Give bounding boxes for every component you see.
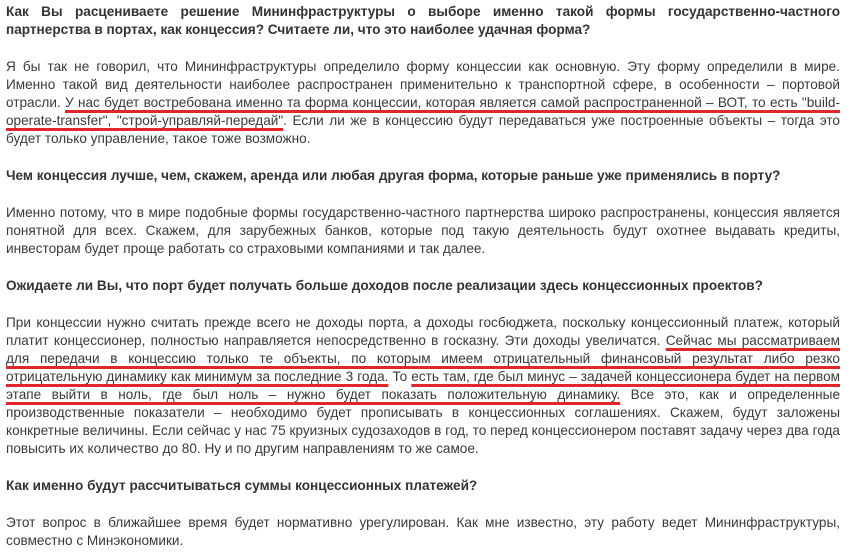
question-2: Чем концессия лучше, чем, скажем, аренда или любая другая форма, которые раньше уже применялись в порту?: [6, 168, 781, 183]
answer-3-text-mid: То: [388, 369, 412, 384]
question-1: Как Вы расцениваете решение Мининфраструктуры о выборе именно такой формы государственно-частного партнерства в портах, как концессия? Считаете ли, что это наиболее удачная форма?: [6, 4, 840, 37]
answer-1: [6, 58, 840, 148]
answer-3: [6, 314, 840, 458]
answer-2-text: Именно потому, что в мире подобные формы государственно-частного партнерства широко распространены, концессия является понятной для всех. Скажем, для зарубежных банков, которые под такую деятельность будут охотнее выдавать кредиты, инвесторам будет проще работать со страховыми компаниями и так далее.: [6, 205, 840, 256]
question-4: Как именно будут рассчитываться суммы концессионных платежей?: [6, 478, 478, 493]
answer-4: [6, 514, 840, 550]
highlighted-passage-minus: есть там, где был минус – задачей концессионера будет на первом этапе выйти в ноль, где был ноль – нужно будет показать положительную динамику.: [6, 369, 841, 402]
question-3: Ожидаете ли Вы, что порт будет получать больше доходов после реализации здесь концессионных проектов?: [6, 278, 763, 293]
highlighted-passage-objects: Сейчас мы рассматриваем для передачи в концессию только те объекты, по которым имеем отрицательный финансовый результат либо резко отрицательную динамику как минимум за последние 3 года.: [6, 333, 840, 384]
highlighted-passage-bot: У нас будет востребована именно та форма концессии, которая является самой распространенной – ВОТ, то есть "build-operate-transfer", "строй-управляй-передай": [6, 95, 840, 128]
answer-2: [6, 204, 840, 258]
answer-1-text-end: . Если ли же в концессию будут передаваться уже построенные объекты – тогда это будет только управление, такое тоже возможно.: [6, 113, 840, 146]
answer-3-text: При концессии нужно считать прежде всего не доходы порта, а доходы госбюджета, поскольку концессионный платеж, который платит концессионер, полностью направляется непосредственно в госказну. Эти доходы увеличатся.: [6, 315, 840, 348]
answer-4-text: Этот вопрос в ближайшее время будет нормативно урегулирован. Как мне известно, эту работу ведет Мининфраструктуры, совместно с Минэкономики.: [6, 515, 840, 548]
answer-3-text-end: Все это, как и определенные производственные показатели – необходимо будет прописывать в концессионных соглашениях. Скажем, будут заложены конкретные величины. Если сейчас у нас 75 круизных судозаходов в год, то перед концессионером поставят задачу через два года повысить их количество до 80. Ну и по другим направлениям то же самое.: [6, 387, 840, 456]
answer-1-text: Я бы так не говорил, что Мининфраструктуры определило форму концессии как основную. Эту форму определили в мире. Именно такой вид деятельности наиболее распространен применительно к транспортной сфере, в особенности – портовой отрасли.: [6, 59, 840, 110]
interview-article: [6, 3, 840, 550]
